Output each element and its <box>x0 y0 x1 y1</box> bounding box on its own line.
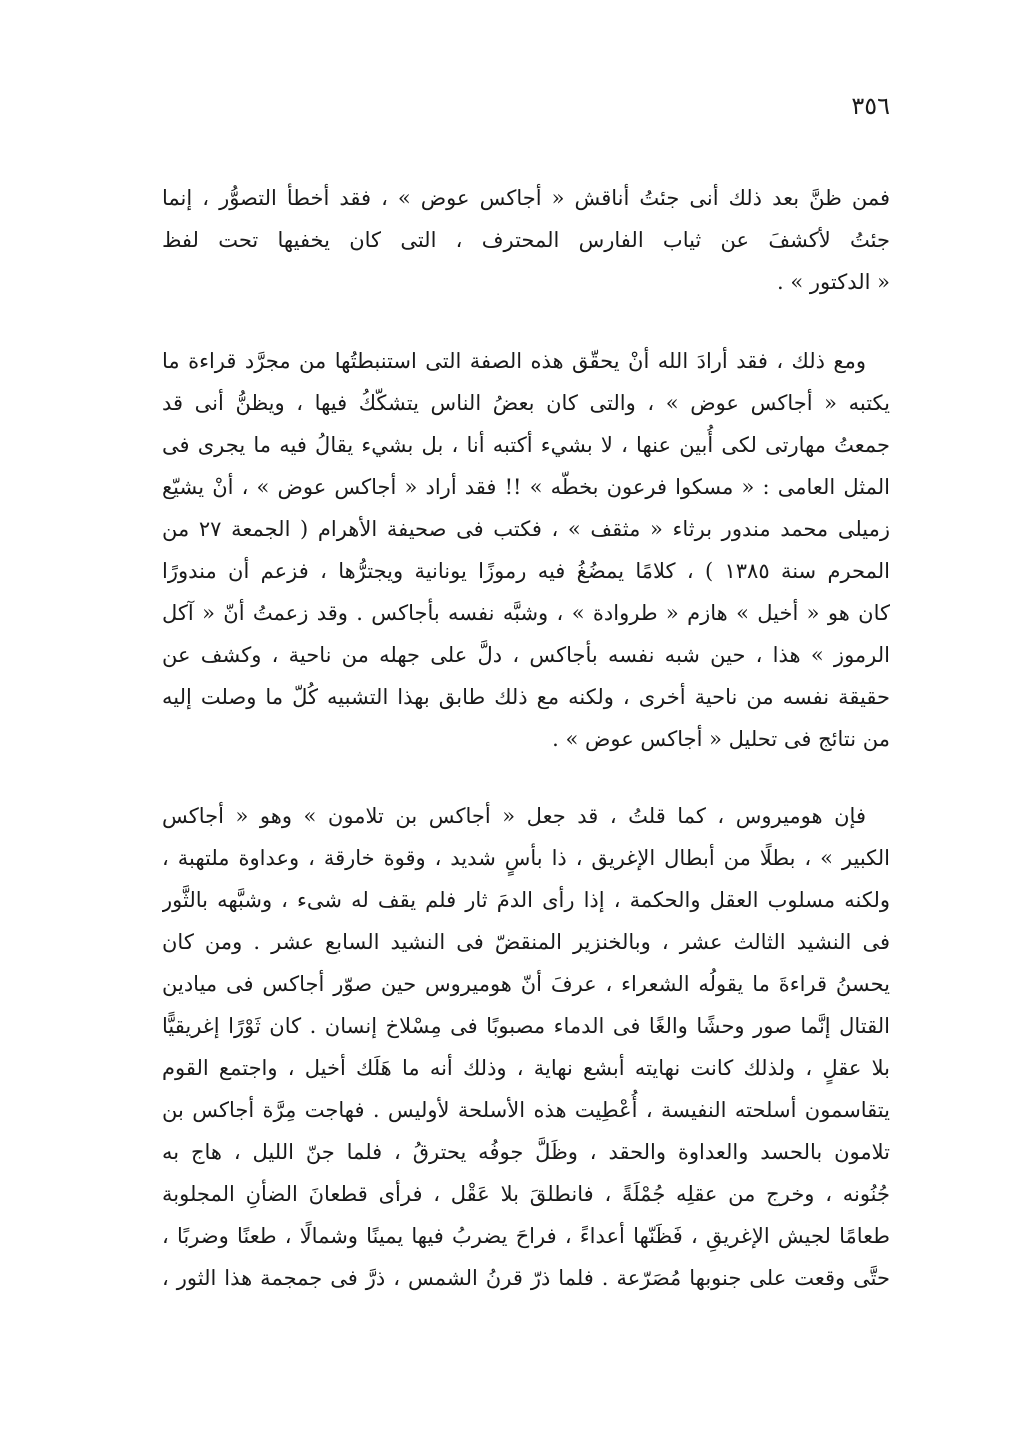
text-line: القتال إنَّما صور وحشًا والغًا فى الدماء مصبوبًا فى مِسْلاخ إنسان . كان ثَوْرًا إغريقيًّا <box>162 1014 890 1038</box>
text-line: جمعتُ مهارتى لكى أُبين عنها ، لا بشيء أكتبه أنا ، بل بشيء يقالُ فيه ما يجرى فى <box>162 433 890 457</box>
text-line: المثل العامى : « مسكوا فرعون بخطّه » !! فقد أراد « أجاكس عوض » ، أنْ يشيّع <box>162 475 890 499</box>
text-line: حتَّى وقعت على جنوبها مُصَرّعة . فلما ذرّ قرنُ الشمس ، ذرَّ فى جمجمة هذا الثور ، <box>162 1266 890 1290</box>
text-line: طعامًا لجيش الإغريقِ ، فَظَنّها أعداءً ، فراحَ يضربُ فيها يمينًا وشمالًا ، طعنًا وضربًا ، <box>162 1224 890 1248</box>
text-line: ولكنه مسلوب العقل والحكمة ، إذا رأى الدمَ ثار فلم يقف له شىء ، وشبَّهه بالثَّور <box>162 888 890 912</box>
text-line: جئتُ لأكشفَ عن ثياب الفارس المحترف ، التى كان يخفيها تحت لفظ <box>162 228 890 252</box>
text-line: الرموز » هذا ، حين شبه نفسه بأجاكس ، دلَّ على جهله من ناحية ، وكشف عن <box>162 643 890 667</box>
text-line: ومع ذلك ، فقد أرادَ الله أنْ يحقّق هذه الصفة التى استنبطتُها من مجرَّد قراءة ما <box>162 349 866 373</box>
text-line: الكبير » ، بطلًا من أبطال الإغريق ، ذا بأسٍ شديد ، وقوة خارقة ، وعداوة ملتهبة ، <box>162 846 890 870</box>
text-line: فى النشيد الثالث عشر ، وبالخنزير المنقضّ فى النشيد السابع عشر . ومن كان <box>162 930 890 954</box>
page-number: ٣٥٦ <box>851 92 890 120</box>
text-line: « الدكتور » . <box>777 270 890 294</box>
paragraph-3 <box>162 795 890 1299</box>
text-line: زميلى محمد مندور برثاء « مثقف » ، فكتب فى صحيفة الأهرام ( الجمعة ٢٧ من <box>162 517 890 541</box>
paragraph-2 <box>162 340 890 760</box>
text-line: المحرم سنة ١٣٨٥ ) ، كلامًا يمضُغُ فيه رموزًا يونانية ويجترُّها ، فزعم أن مندورًا <box>162 559 890 583</box>
text-line: جُنُونه ، وخرج من عقلِه جُمْلَةً ، فانطلقَ بلا عَقْل ، فرأى قطعانَ الضأنِ المجلوبة <box>162 1182 890 1206</box>
text-line: كان هو « أخيل » هازم « طروادة » ، وشبَّه نفسه بأجاكس . وقد زعمتُ أنّ « آكل <box>162 601 890 625</box>
paragraph-1 <box>162 177 890 303</box>
text-line: يحسنُ قراءةَ ما يقولُه الشعراء ، عرفَ أنّ هوميروس حين صوّر أجاكس فى ميادين <box>162 972 890 996</box>
text-line: يكتبه « أجاكس عوض » ، والتى كان بعضُ الناس يتشكّكُ فيها ، ويظنُّ أنى قد <box>162 391 890 415</box>
text-line: يتقاسمون أسلحته النفيسة ، أُعْطِيت هذه الأسلحة لأوليس . فهاجت مِرَّة أجاكس بن <box>162 1098 890 1122</box>
text-line: تلامون بالحسد والعداوة والحقد ، وظَلَّ جوفُه يحترقُ ، فلما جنّ الليل ، هاج به <box>162 1140 890 1164</box>
text-line: بلا عقلٍ ، ولذلك كانت نهايته أبشع نهاية ، وذلك أنه ما هَلَك أخيل ، واجتمع القوم <box>162 1056 890 1080</box>
text-line: فإن هوميروس ، كما قلتُ ، قد جعل « أجاكس بن تلامون » وهو « أجاكس <box>162 804 866 828</box>
text-line: حقيقة نفسه من ناحية أخرى ، ولكنه مع ذلك طابق بهذا التشبيه كُلّ ما وصلت إليه <box>162 685 890 709</box>
text-line: فمن ظنَّ بعد ذلك أنى جئتُ أناقش « أجاكس عوض » ، فقد أخطأ التصوُّر ، إنما <box>162 186 890 210</box>
text-line: من نتائج فى تحليل « أجاكس عوض » . <box>552 727 890 751</box>
